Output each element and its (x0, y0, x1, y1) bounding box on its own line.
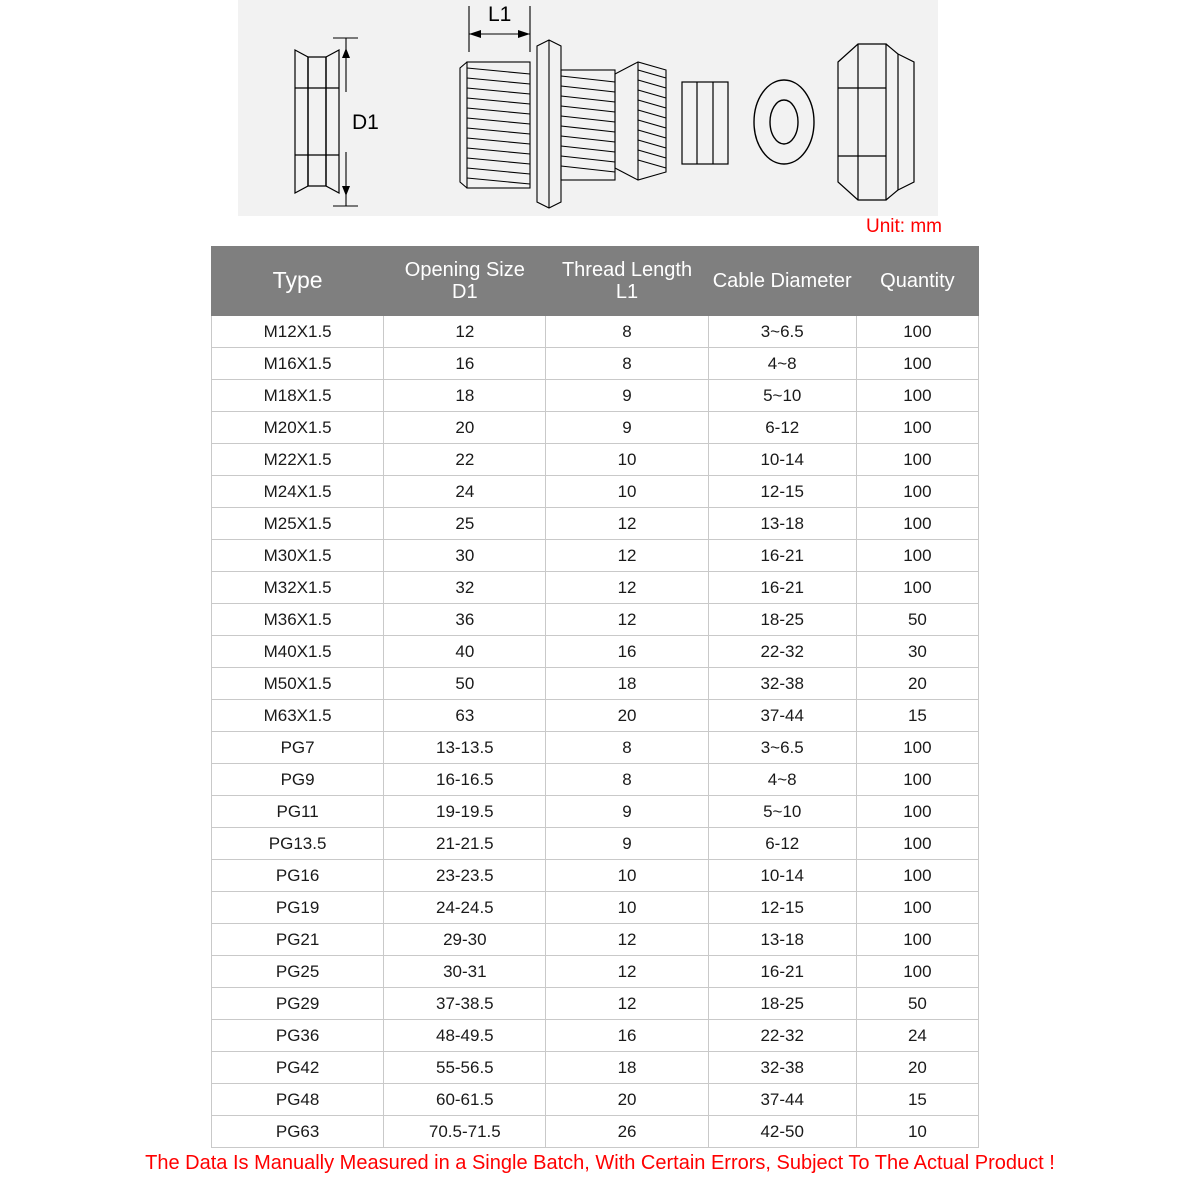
cell-type: M25X1.5 (212, 508, 384, 540)
cell-cable-diameter: 42-50 (708, 1116, 856, 1148)
cell-thread-length: 20 (546, 1084, 708, 1116)
cell-thread-length: 8 (546, 316, 708, 348)
mask-block-right (1020, 120, 1200, 1200)
table-row (212, 444, 979, 476)
table-row (212, 668, 979, 700)
cell-quantity: 100 (856, 956, 978, 988)
cell-cable-diameter: 6-12 (708, 828, 856, 860)
cell-type: M24X1.5 (212, 476, 384, 508)
cell-cable-diameter: 4~8 (708, 764, 856, 796)
cell-opening-size: 40 (384, 636, 546, 668)
table-row (212, 1116, 979, 1148)
cell-opening-size: 16 (384, 348, 546, 380)
table-row (212, 412, 979, 444)
cell-cable-diameter: 16-21 (708, 540, 856, 572)
column-header-thread-length-sub: L1 (615, 281, 639, 303)
cell-opening-size: 30 (384, 540, 546, 572)
cell-opening-size: 19-19.5 (384, 796, 546, 828)
mask-block-top-right (980, 0, 1200, 120)
cell-thread-length: 10 (546, 860, 708, 892)
product-diagram-panel (238, 0, 938, 216)
table-header-row (212, 247, 979, 316)
cell-quantity: 100 (856, 508, 978, 540)
cell-type: PG16 (212, 860, 384, 892)
cell-quantity: 100 (856, 476, 978, 508)
cell-thread-length: 16 (546, 1020, 708, 1052)
cell-quantity: 100 (856, 540, 978, 572)
cell-thread-length: 20 (546, 700, 708, 732)
cell-type: M40X1.5 (212, 636, 384, 668)
diagram-label-l1: L1 (488, 3, 512, 26)
column-header-quantity (856, 247, 978, 316)
cell-thread-length: 8 (546, 348, 708, 380)
column-header-opening-size-sub: D1 (452, 281, 478, 303)
cell-type: PG36 (212, 1020, 384, 1052)
cell-cable-diameter: 18-25 (708, 988, 856, 1020)
cell-cable-diameter: 4~8 (708, 348, 856, 380)
cell-type: PG25 (212, 956, 384, 988)
cell-cable-diameter: 13-18 (708, 508, 856, 540)
cell-thread-length: 12 (546, 988, 708, 1020)
spec-table-container (211, 246, 979, 1148)
cell-thread-length: 12 (546, 604, 708, 636)
cell-type: PG7 (212, 732, 384, 764)
cell-quantity: 100 (856, 348, 978, 380)
table-row (212, 988, 979, 1020)
table-row (212, 732, 979, 764)
cell-opening-size: 13-13.5 (384, 732, 546, 764)
cell-thread-length: 26 (546, 1116, 708, 1148)
cell-cable-diameter: 13-18 (708, 924, 856, 956)
cell-quantity: 100 (856, 828, 978, 860)
cell-thread-length: 9 (546, 412, 708, 444)
cell-cable-diameter: 32-38 (708, 1052, 856, 1084)
table-row (212, 604, 979, 636)
diagram-part-dome-cap (838, 44, 914, 200)
cell-opening-size: 24-24.5 (384, 892, 546, 924)
table-body (212, 316, 979, 1148)
cell-thread-length: 12 (546, 572, 708, 604)
cell-thread-length: 8 (546, 764, 708, 796)
cell-type: M22X1.5 (212, 444, 384, 476)
cell-quantity: 100 (856, 572, 978, 604)
cell-thread-length: 9 (546, 796, 708, 828)
table-row (212, 380, 979, 412)
cell-cable-diameter: 12-15 (708, 476, 856, 508)
cell-thread-length: 12 (546, 508, 708, 540)
cell-thread-length: 10 (546, 444, 708, 476)
diagram-part-lock-nut (295, 50, 339, 193)
cell-quantity: 10 (856, 1116, 978, 1148)
table-row (212, 956, 979, 988)
column-header-opening-size-main: Opening Size (404, 258, 525, 281)
diagram-part-threaded-body (460, 40, 615, 208)
cell-quantity: 15 (856, 1084, 978, 1116)
cell-cable-diameter: 37-44 (708, 700, 856, 732)
cell-cable-diameter: 22-32 (708, 636, 856, 668)
cell-thread-length: 18 (546, 668, 708, 700)
cell-opening-size: 20 (384, 412, 546, 444)
cell-cable-diameter: 10-14 (708, 444, 856, 476)
diagram-part-sealing-ring (754, 80, 814, 164)
cell-type: PG19 (212, 892, 384, 924)
cell-type: PG63 (212, 1116, 384, 1148)
cell-cable-diameter: 32-38 (708, 668, 856, 700)
cell-thread-length: 12 (546, 924, 708, 956)
cell-type: M16X1.5 (212, 348, 384, 380)
specification-table (211, 246, 979, 1148)
cell-quantity: 30 (856, 636, 978, 668)
cell-type: PG42 (212, 1052, 384, 1084)
cell-opening-size: 63 (384, 700, 546, 732)
cell-type: PG13.5 (212, 828, 384, 860)
table-row (212, 540, 979, 572)
cell-opening-size: 37-38.5 (384, 988, 546, 1020)
cell-type: PG48 (212, 1084, 384, 1116)
cell-opening-size: 50 (384, 668, 546, 700)
cell-quantity: 50 (856, 988, 978, 1020)
cell-thread-length: 9 (546, 828, 708, 860)
cell-type: PG11 (212, 796, 384, 828)
cell-cable-diameter: 3~6.5 (708, 732, 856, 764)
table-row (212, 316, 979, 348)
cell-quantity: 100 (856, 380, 978, 412)
cell-opening-size: 60-61.5 (384, 1084, 546, 1116)
cell-opening-size: 55-56.5 (384, 1052, 546, 1084)
cell-quantity: 100 (856, 796, 978, 828)
cell-thread-length: 12 (546, 540, 708, 572)
cell-cable-diameter: 3~6.5 (708, 316, 856, 348)
cell-type: M30X1.5 (212, 540, 384, 572)
cell-quantity: 100 (856, 316, 978, 348)
table-row (212, 636, 979, 668)
table-row (212, 700, 979, 732)
cell-quantity: 50 (856, 604, 978, 636)
cell-quantity: 100 (856, 860, 978, 892)
column-header-cable-diameter-main: Cable Diameter (712, 269, 852, 292)
cell-quantity: 100 (856, 732, 978, 764)
table-row (212, 348, 979, 380)
unit-label: Unit: mm (866, 216, 942, 237)
cell-thread-length: 9 (546, 380, 708, 412)
cell-opening-size: 30-31 (384, 956, 546, 988)
table-row (212, 796, 979, 828)
cell-opening-size: 12 (384, 316, 546, 348)
table-row (212, 1052, 979, 1084)
cell-cable-diameter: 5~10 (708, 380, 856, 412)
table-row (212, 764, 979, 796)
column-header-thread-length (546, 247, 708, 316)
cell-cable-diameter: 18-25 (708, 604, 856, 636)
cell-quantity: 24 (856, 1020, 978, 1052)
cell-opening-size: 36 (384, 604, 546, 636)
cell-type: M20X1.5 (212, 412, 384, 444)
diagram-part-clamp-claw (615, 62, 666, 180)
diagram-part-spacer-ring (682, 82, 728, 164)
cell-type: PG9 (212, 764, 384, 796)
cell-type: PG21 (212, 924, 384, 956)
cell-cable-diameter: 6-12 (708, 412, 856, 444)
cell-opening-size: 70.5-71.5 (384, 1116, 546, 1148)
cell-quantity: 100 (856, 892, 978, 924)
table-row (212, 572, 979, 604)
cell-quantity: 100 (856, 924, 978, 956)
cell-type: M18X1.5 (212, 380, 384, 412)
cell-quantity: 100 (856, 444, 978, 476)
cell-type: M50X1.5 (212, 668, 384, 700)
column-header-cable-diameter (708, 247, 856, 316)
cell-opening-size: 18 (384, 380, 546, 412)
table-row (212, 892, 979, 924)
column-header-type (212, 247, 384, 316)
table-row (212, 860, 979, 892)
cell-opening-size: 48-49.5 (384, 1020, 546, 1052)
cell-thread-length: 12 (546, 956, 708, 988)
cell-cable-diameter: 22-32 (708, 1020, 856, 1052)
cell-quantity: 100 (856, 412, 978, 444)
cell-cable-diameter: 5~10 (708, 796, 856, 828)
cell-opening-size: 16-16.5 (384, 764, 546, 796)
cell-quantity: 20 (856, 1052, 978, 1084)
table-row (212, 924, 979, 956)
cell-quantity: 100 (856, 764, 978, 796)
table-row (212, 1020, 979, 1052)
table-row (212, 1084, 979, 1116)
cell-thread-length: 8 (546, 732, 708, 764)
cell-opening-size: 22 (384, 444, 546, 476)
column-header-quantity-main: Quantity (880, 269, 955, 292)
cell-opening-size: 29-30 (384, 924, 546, 956)
cell-opening-size: 21-21.5 (384, 828, 546, 860)
cell-cable-diameter: 16-21 (708, 572, 856, 604)
cell-cable-diameter: 16-21 (708, 956, 856, 988)
cell-type: M12X1.5 (212, 316, 384, 348)
table-row (212, 508, 979, 540)
cell-quantity: 20 (856, 668, 978, 700)
cell-thread-length: 10 (546, 892, 708, 924)
column-header-thread-length-main: Thread Length (561, 258, 693, 281)
table-row (212, 828, 979, 860)
cell-type: M63X1.5 (212, 700, 384, 732)
cell-opening-size: 23-23.5 (384, 860, 546, 892)
cell-cable-diameter: 12-15 (708, 892, 856, 924)
cell-thread-length: 10 (546, 476, 708, 508)
cell-opening-size: 32 (384, 572, 546, 604)
cell-opening-size: 24 (384, 476, 546, 508)
product-diagram (238, 0, 938, 216)
column-header-opening-size (384, 247, 546, 316)
cell-type: PG29 (212, 988, 384, 1020)
cell-cable-diameter: 37-44 (708, 1084, 856, 1116)
cell-type: M32X1.5 (212, 572, 384, 604)
cell-type: M36X1.5 (212, 604, 384, 636)
cell-quantity: 15 (856, 700, 978, 732)
cell-thread-length: 16 (546, 636, 708, 668)
disclaimer-note: The Data Is Manually Measured in a Single Batch, With Certain Errors, Subject To The Actual Product ! (145, 1152, 1055, 1174)
column-header-type-main: Type (272, 267, 323, 294)
table-row (212, 476, 979, 508)
cell-opening-size: 25 (384, 508, 546, 540)
cell-thread-length: 18 (546, 1052, 708, 1084)
diagram-label-d1: D1 (352, 111, 379, 134)
cell-cable-diameter: 10-14 (708, 860, 856, 892)
